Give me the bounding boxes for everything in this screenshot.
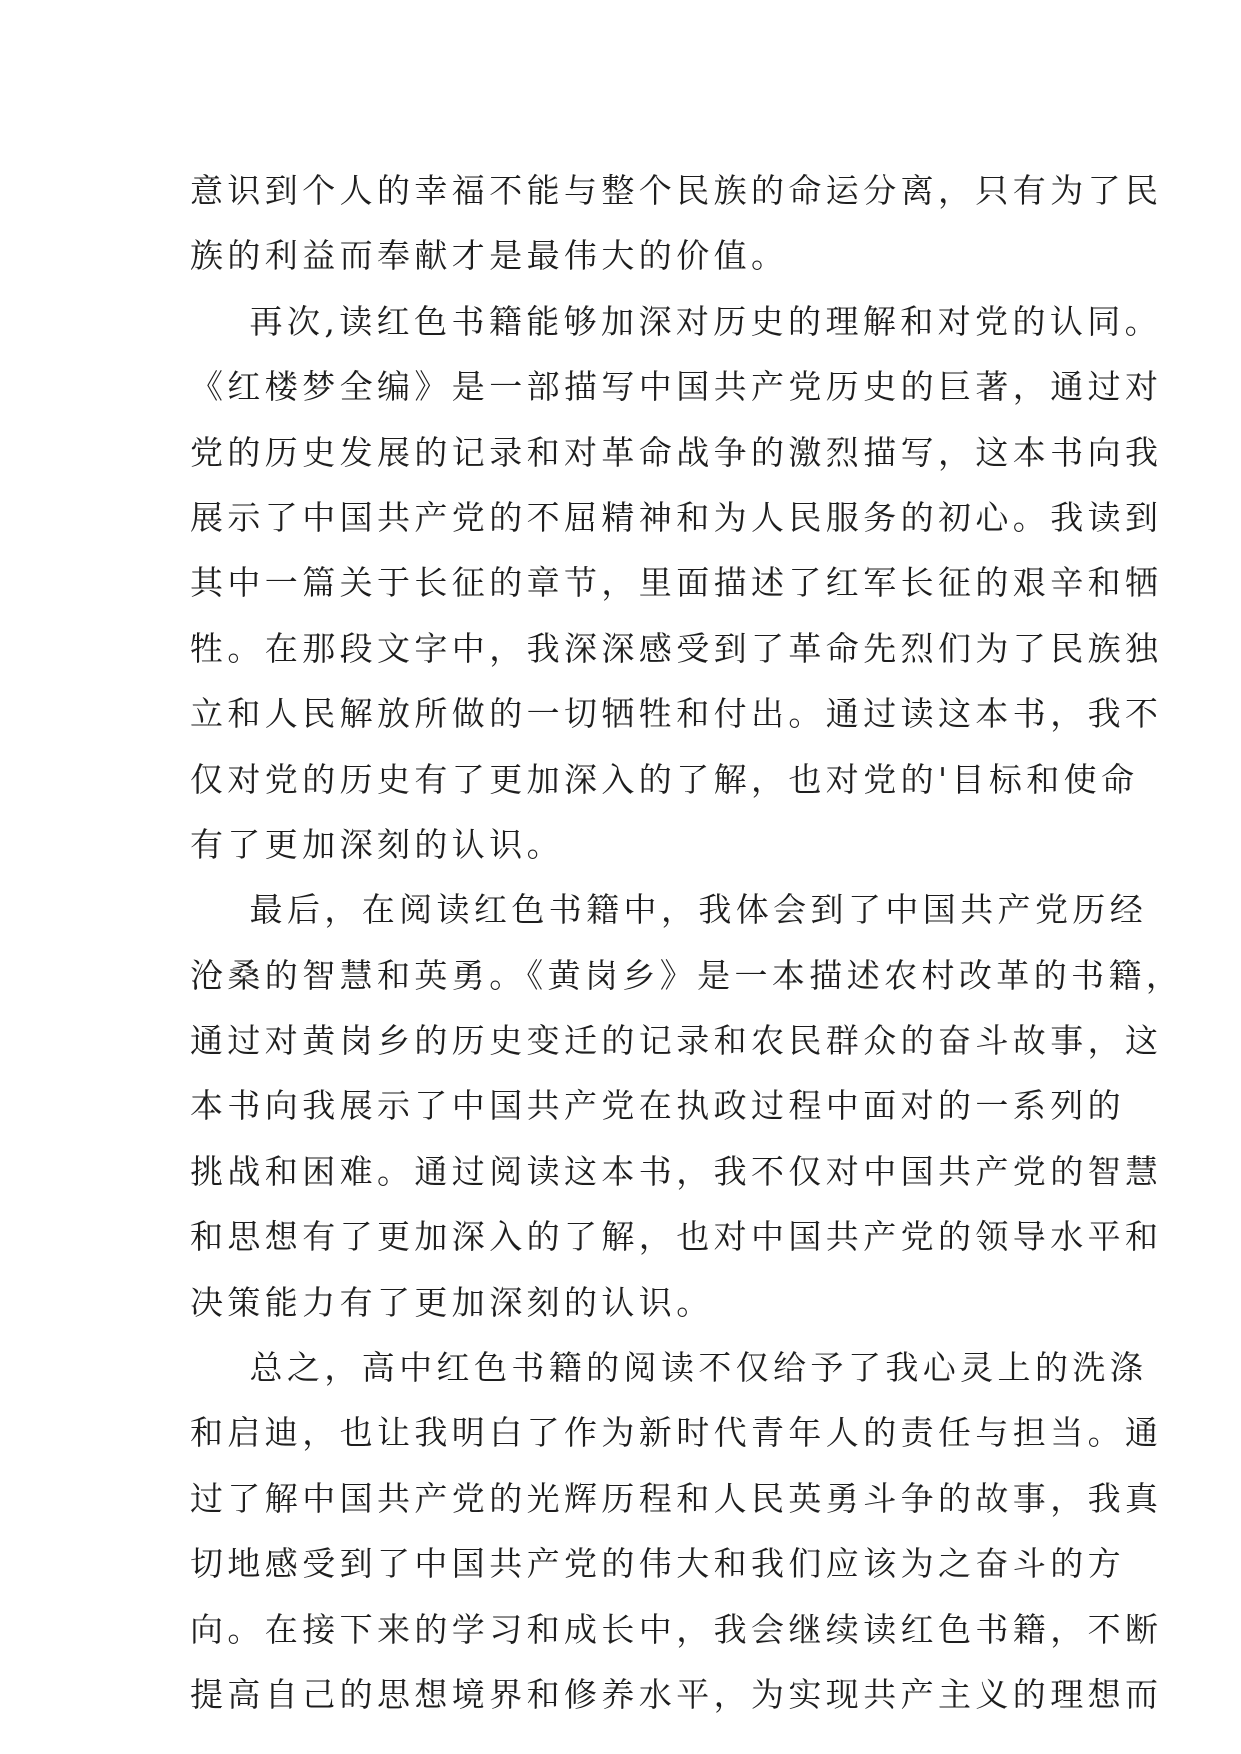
text-line: 过了解中国共产党的光辉历程和人民英勇斗争的故事，我真: [190, 1478, 1163, 1518]
text-line: 其中一篇关于长征的章节，里面描述了红军长征的艰辛和牺: [190, 563, 1163, 603]
text-line: 立和人民解放所做的一切牺牲和付出。通过读这本书，我不: [190, 694, 1163, 734]
text-line: 沧桑的智慧和英勇。《黄岗乡》是一本描述农村改革的书籍，: [190, 955, 1184, 995]
text-line: 和思想有了更加深入的了解，也对中国共产党的领导水平和: [190, 1217, 1163, 1257]
text-line: 通过对黄岗乡的历史变迁的记录和农民群众的奋斗故事，这: [190, 1021, 1163, 1061]
text-line: 《红楼梦全编》是一部描写中国共产党历史的巨著，通过对: [190, 367, 1163, 407]
document-body: [190, 158, 1184, 1727]
text-line: 决策能力有了更加深刻的认识。: [190, 1282, 714, 1322]
text-line: 展示了中国共产党的不屈精神和为人民服务的初心。我读到: [190, 497, 1163, 537]
text-line: 意识到个人的幸福不能与整个民族的命运分离，只有为了民: [190, 171, 1163, 210]
text-line: 总之，高中红色书籍的阅读不仅给予了我心灵上的洗涤: [190, 1348, 1148, 1388]
text-line: 本书向我展示了中国共产党在执政过程中面对的一系列的: [190, 1086, 1125, 1126]
text-line: 挑战和困难。通过阅读这本书，我不仅对中国共产党的智慧: [190, 1151, 1163, 1191]
text-line: 再次,读红色书籍能够加深对历史的理解和对党的认同。: [190, 301, 1163, 341]
text-line: 和启迪，也让我明白了作为新时代青年人的责任与担当。通: [190, 1413, 1163, 1453]
text-line: 族的利益而奉献才是最伟大的价值。: [190, 236, 789, 276]
text-line: 向。在接下来的学习和成长中，我会继续读红色书籍，不断: [190, 1609, 1163, 1649]
text-line: 牲。在那段文字中，我深深感受到了革命先烈们为了民族独: [190, 628, 1163, 668]
text-line: 党的历史发展的记录和对革命战争的激烈描写，这本书向我: [190, 432, 1163, 472]
text-line: 切地感受到了中国共产党的伟大和我们应该为之奋斗的方: [190, 1544, 1125, 1584]
text-line: 有了更加深刻的认识。: [190, 824, 564, 864]
text-line: 提高自己的思想境界和修养水平，为实现共产主义的理想而: [190, 1674, 1163, 1714]
text-line: 仅对党的历史有了更加深入的了解，也对党的'目标和使命: [190, 759, 1139, 799]
text-line: 最后，在阅读红色书籍中，我体会到了中国共产党历经: [190, 890, 1148, 930]
